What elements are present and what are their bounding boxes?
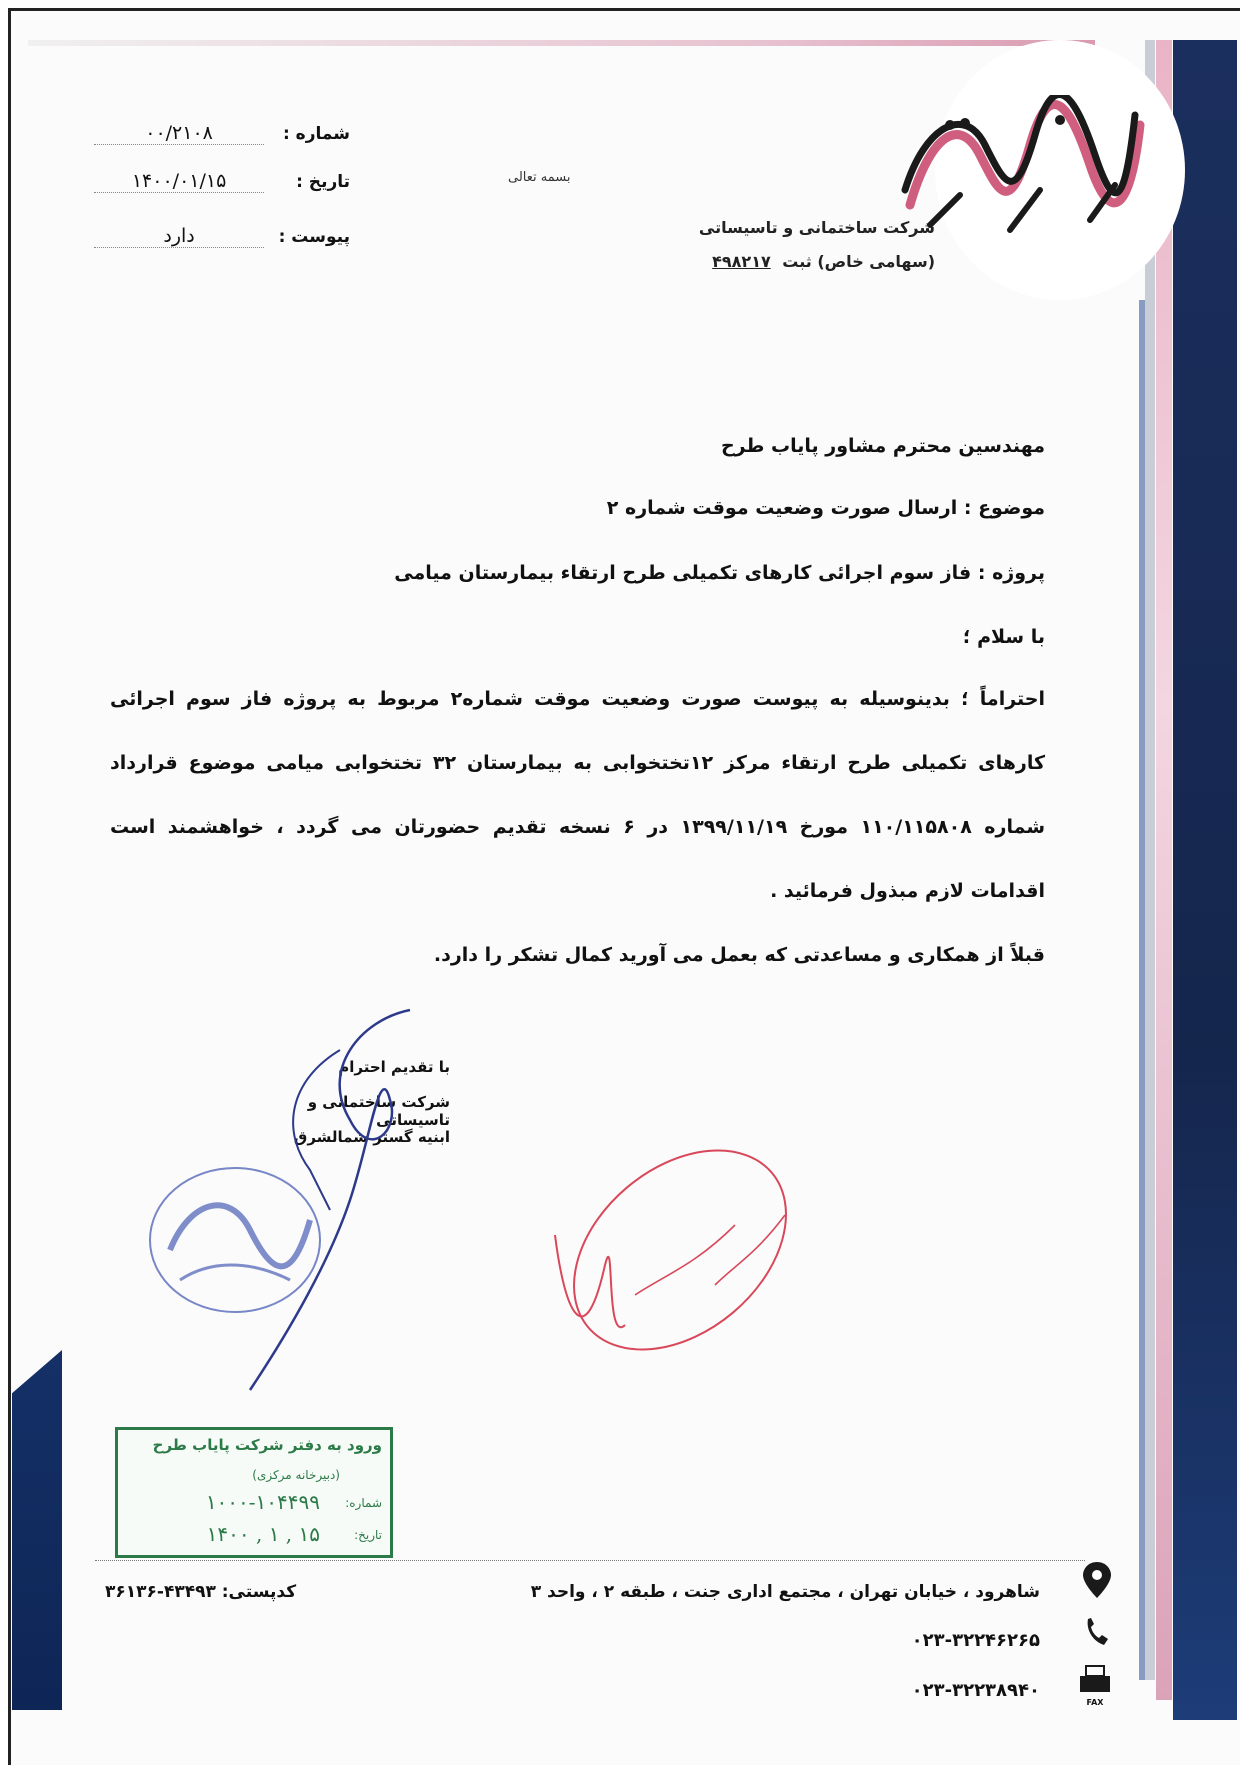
greeting: با سلام ؛ xyxy=(962,626,1045,648)
receipt-stamp-title: ورود به دفتر شرکت پایاب طرح xyxy=(152,1436,382,1454)
footer-postal-code: کدپستی: ۴۳۴۹۳-۳۶۱۳۶ xyxy=(105,1582,297,1602)
footer-divider xyxy=(95,1560,1085,1561)
fax-label: FAX xyxy=(1086,1698,1104,1707)
letter-number-row xyxy=(94,122,350,145)
body-line-2: کارهای تکمیلی طرح ارتقاء مرکز ۱۲تختخوابی به بیمارستان ۳۲ تختخوابی میامی موضوع قرارداد xyxy=(110,752,1046,774)
body-line-4: اقدامات لازم مبذول فرمائید . xyxy=(770,880,1045,902)
company-subtitle: شرکت ساختمانی و تاسیساتی xyxy=(698,218,935,237)
receipt-date-label: تاریخ: xyxy=(354,1528,382,1542)
date-value: ۱۴۰۰/۰۱/۱۵ xyxy=(94,170,264,193)
company-registration xyxy=(712,252,935,271)
company-type: (سهامی خاص) ثبت xyxy=(782,252,935,271)
signature-line-1: با تقدیم احترام xyxy=(338,1058,450,1076)
number-value: ۰۰/۲۱۰۸ xyxy=(94,122,264,145)
letter-attachment-row xyxy=(94,225,350,248)
basmala: بسمه تعالی xyxy=(508,170,571,185)
receipt-stamp-subtitle: (دبیرخانه مرکزی) xyxy=(252,1468,340,1482)
date-label: تاریخ : xyxy=(296,172,350,192)
registration-number: ۴۹۸۲۱۷ xyxy=(712,252,771,271)
letter-date-row xyxy=(94,170,350,193)
body-line-1: احتراماً ؛ بدینوسیله به پیوست صورت وضعیت موقت شماره۲ مربوط به پروژه فاز سوم اجرائی xyxy=(110,688,1045,710)
attachment-label: پیوست : xyxy=(278,227,350,247)
body-line-3: شماره ۱۱۰/۱۱۵۸۰۸ مورخ ۱۳۹۹/۱۱/۱۹ در ۶ نسخه تقدیم حضورتان می گردد ، خواهشمند است xyxy=(110,816,1046,838)
fax-icon xyxy=(1078,1664,1112,1706)
right-grey-band xyxy=(1145,40,1155,1680)
footer-fax: ۰۲۳-۳۲۲۳۸۹۴۰ xyxy=(911,1680,1040,1701)
attachment-value: دارد xyxy=(94,225,264,248)
receipt-number-value: ۱۰۰۰-۱۰۴۴۹۹ xyxy=(205,1490,320,1514)
location-pin-icon xyxy=(1080,1560,1114,1600)
footer-phone: ۰۲۳-۳۲۲۴۶۲۶۵ xyxy=(911,1630,1040,1651)
right-navy-band xyxy=(1173,40,1237,1720)
receipt-number-label: شماره: xyxy=(345,1496,382,1510)
company-seal xyxy=(140,1150,340,1330)
number-label: شماره : xyxy=(282,124,350,144)
left-blue-wedge xyxy=(12,1350,62,1710)
right-pink-band xyxy=(1156,40,1172,1700)
red-handwritten-note xyxy=(545,1115,810,1380)
receipt-stamp xyxy=(115,1427,393,1558)
signature-line-3: ابنیه گستر شمالشرق xyxy=(293,1128,450,1146)
top-decorative-rule xyxy=(28,40,1095,46)
subject: موضوع : ارسال صورت وضعیت موقت شماره ۲ xyxy=(606,497,1045,519)
signature-line-2: شرکت ساختمانی و تاسیساتی xyxy=(307,1093,450,1129)
phone-icon xyxy=(1082,1615,1112,1649)
closing-line: قبلاً از همکاری و مساعدتی که بعمل می آورید کمال تشکر را دارد. xyxy=(433,944,1045,966)
addressee: مهندسین محترم مشاور پایاب طرح xyxy=(720,435,1045,457)
project: پروژه : فاز سوم اجرائی کارهای تکمیلی طرح ارتقاء بیمارستان میامی xyxy=(394,562,1045,584)
footer-address: شاهرود ، خیابان تهران ، مجتمع اداری جنت ، طبقه ۲ ، واحد ۳ xyxy=(530,1582,1040,1602)
receipt-date-value: ۱۴۰۰ , ۱ , ۱۵ xyxy=(206,1522,320,1546)
right-blue-stripe xyxy=(1139,300,1145,1680)
